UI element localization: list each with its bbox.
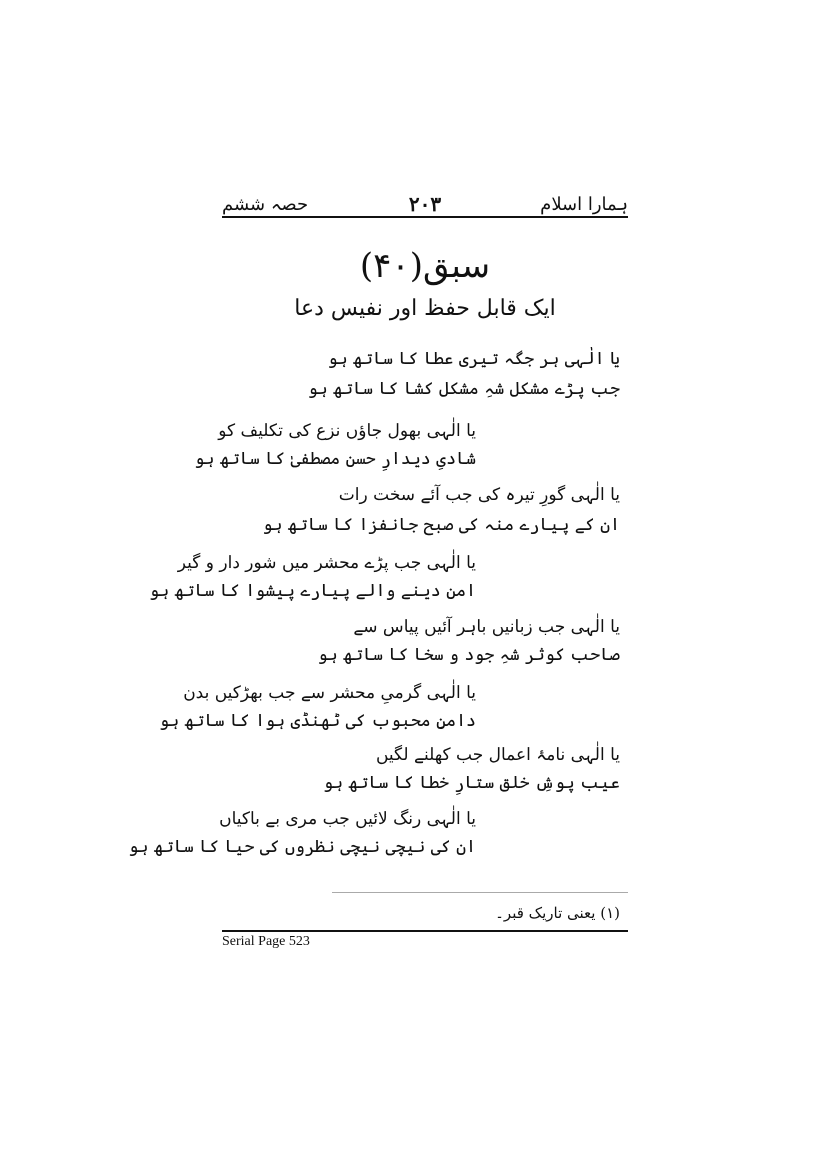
poem-line: یا الٰہی گورِ تیرہ کی جب آئے سخت رات	[338, 485, 620, 505]
poem-line: عیب پوشِ خلق ستارِ خطا کا ساتھ ہو	[323, 773, 620, 793]
page-number: ۲۰۳	[408, 192, 442, 216]
lesson-subtitle: ایک قابل حفظ اور نفیس دعا	[294, 296, 556, 321]
book-page	[128, 180, 628, 960]
poem-line: یا الٰہی ہر جگہ تیری عطا کا ساتھ ہو	[327, 349, 620, 369]
poem-line: دامنِ محبوب کی ٹھنڈی ہوا کا ساتھ ہو	[159, 711, 476, 731]
poem-line: یا الٰہی رنگ لائیں جب مری بے باکیاں	[219, 809, 476, 829]
footnote: (۱) یعنی تاریک قبر۔	[495, 904, 620, 922]
serial-page-label: Serial Page 523	[222, 934, 310, 949]
poem-line: امن دینے والے پیارے پیشوا کا ساتھ ہو	[149, 581, 476, 601]
poem-line: یا الٰہی نامۂ اعمال جب کھلنے لگیں	[375, 745, 620, 765]
poem-line: یا الٰہی بھول جاؤں نزع کی تکلیف کو	[218, 421, 476, 441]
poem-line: شادیِ دیدارِ حسن مصطفیٰ کا ساتھ ہو	[194, 449, 476, 469]
header-rule	[222, 216, 628, 218]
poem-line: ان کے پیارے منہ کی صبح جانفزا کا ساتھ ہو	[262, 515, 620, 535]
poem-line: جب پڑے مشکل شہِ مشکل کشا کا ساتھ ہو	[307, 379, 620, 399]
book-title: ہمارا اسلام	[540, 194, 628, 215]
bottom-rule	[222, 930, 628, 932]
poem-line: صاحب کوثر شہِ جود و سخا کا ساتھ ہو	[317, 645, 620, 665]
part-label: حصہ ششم	[222, 194, 309, 215]
footnote-rule	[332, 892, 628, 893]
poem-line: ان کی نیچی نیچی نظروں کی حیا کا ساتھ ہو	[128, 837, 476, 857]
lesson-title: سبق(۴۰)	[359, 246, 491, 286]
poem-line: یا الٰہی گرمیِ محشر سے جب بھڑکیں بدن	[183, 683, 476, 703]
poem-line: یا الٰہی جب پڑے محشر میں شور دار و گیر	[177, 553, 476, 573]
poem-line: یا الٰہی جب زبانیں باہر آئیں پیاس سے	[353, 617, 620, 637]
